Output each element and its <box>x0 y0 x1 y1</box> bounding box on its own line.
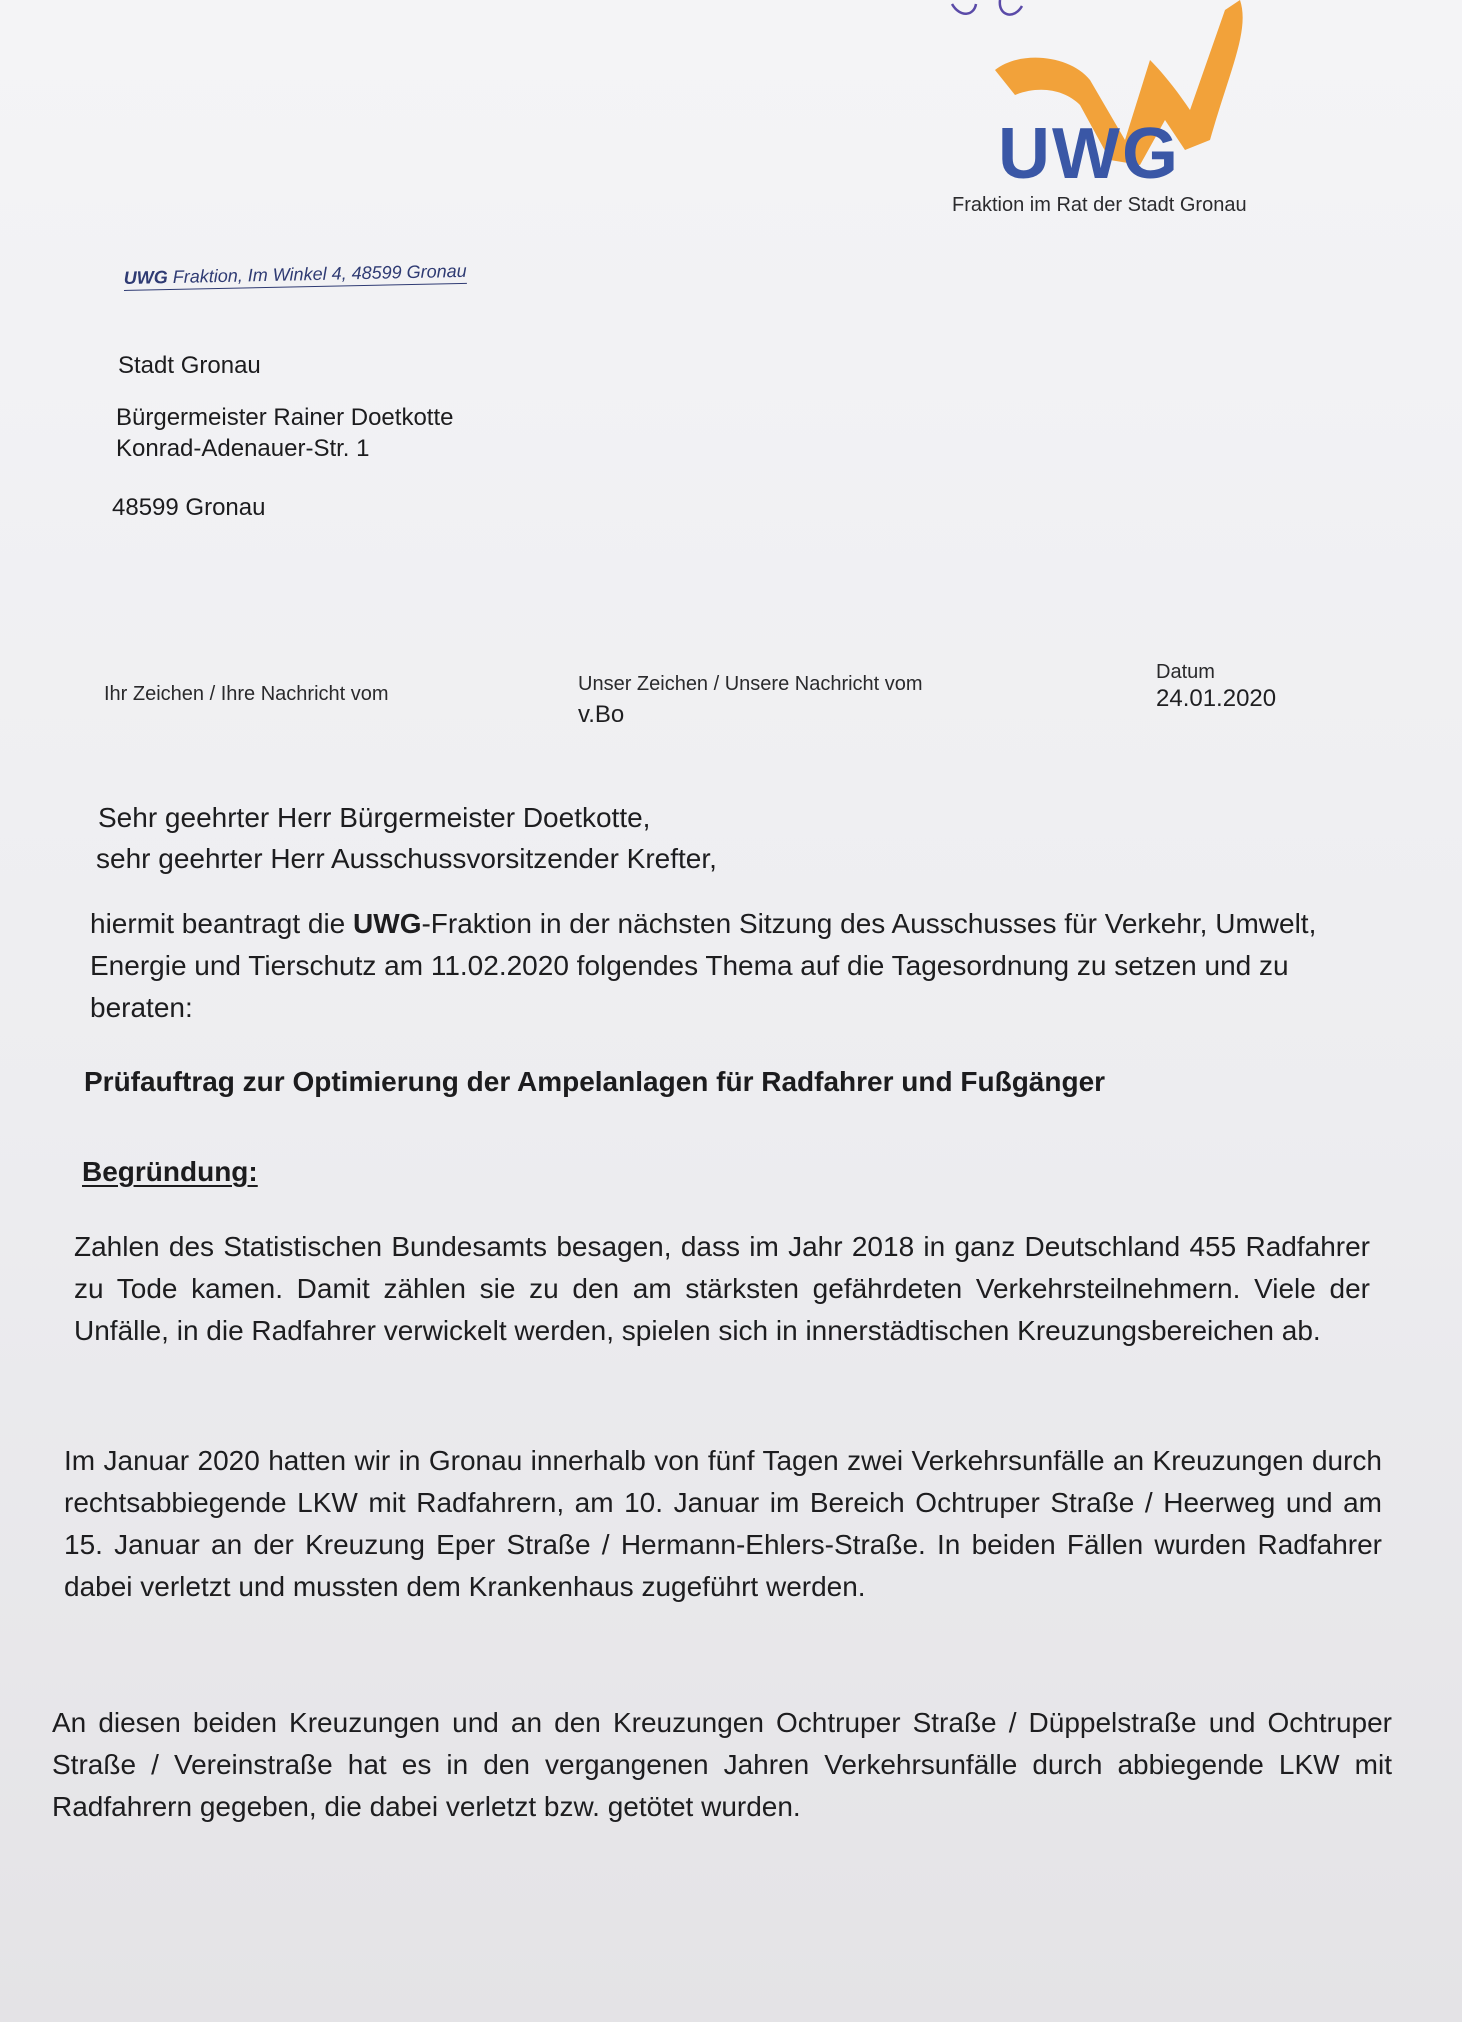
signature-scribble <box>952 0 1022 15</box>
body-paragraph-3: An diesen beiden Kreuzungen und an den Kreuzungen Ochtruper Straße / Düppelstraße und Ochtruper Straße / Vereinstraße hat es in den vergangenen Jahren Verkehrsunfälle durch abbiegende LKW mit Radfahrern gegeben, die dabei verletzt bzw. getötet wurden. <box>52 1707 1392 1822</box>
sender-address: Fraktion, Im Winkel 4, 48599 Gronau <box>172 260 467 287</box>
intro-paragraph <box>90 903 1340 1029</box>
intro-party: UWG <box>353 908 422 939</box>
uwg-logo <box>940 0 1280 200</box>
recipient-street: Konrad-Adenauer-Str. 1 <box>116 435 370 462</box>
sender-abbr: UWG <box>123 267 168 289</box>
logo-caption: Fraktion im Rat der Stadt Gronau <box>952 194 1247 216</box>
intro-pre: hiermit beantragt die <box>90 908 354 939</box>
unser-zeichen-value: v.Bo <box>578 701 625 728</box>
begruendung-heading: Begründung: <box>82 1156 258 1187</box>
logo-text: UWG <box>998 114 1180 194</box>
ihr-zeichen-label: Ihr Zeichen / Ihre Nachricht vom <box>104 683 389 705</box>
datum-label: Datum <box>1156 661 1215 683</box>
recipient-name: Stadt Gronau <box>118 352 261 379</box>
intro-post: -Fraktion in der nächsten Sitzung des Ausschusses für Verkehr, Umwelt, Energie und Tierschutz am 11.02.2020 folgendes Thema auf die Tagesordnung zu setzen und zu beraten: <box>90 908 1317 1023</box>
subject-heading: Prüfauftrag zur Optimierung der Ampelanlagen für Radfahrer und Fußgänger <box>84 1066 1106 1097</box>
salutation-line-2: sehr geehrter Herr Ausschussvorsitzender Krefter, <box>96 843 717 874</box>
unser-zeichen-label: Unser Zeichen / Unsere Nachricht vom <box>578 673 923 695</box>
body-paragraph-2: Im Januar 2020 hatten wir in Gronau innerhalb von fünf Tagen zwei Verkehrsunfälle an Kreuzungen durch rechtsabbiegende LKW mit Radfahrern, am 10. Januar im Bereich Ochtruper Straße / Heerweg und am 15. Januar an der Kreuzung Eper Straße / Hermann-Ehlers-Straße. In beiden Fällen wurden Radfahrer dabei verletzt und mussten dem Krankenhaus zugeführt werden. <box>64 1445 1382 1602</box>
datum-value: 24.01.2020 <box>1156 685 1277 712</box>
recipient-city: 48599 Gronau <box>112 494 266 521</box>
body-paragraph-1: Zahlen des Statistischen Bundesamts besagen, dass im Jahr 2018 in ganz Deutschland 455 Radfahrer zu Tode kamen. Damit zählen sie zu den am stärksten gefährdeten Verkehrsteilnehmern. Viele der Unfälle, in die Radfahrer verwickelt werden, spielen sich in innerstädtischen Kreuzungsbereichen ab. <box>74 1231 1370 1346</box>
recipient-person: Bürgermeister Rainer Doetkotte <box>116 404 454 431</box>
salutation-line-1: Sehr geehrter Herr Bürgermeister Doetkotte, <box>98 802 651 833</box>
sender-return-address <box>124 261 467 291</box>
